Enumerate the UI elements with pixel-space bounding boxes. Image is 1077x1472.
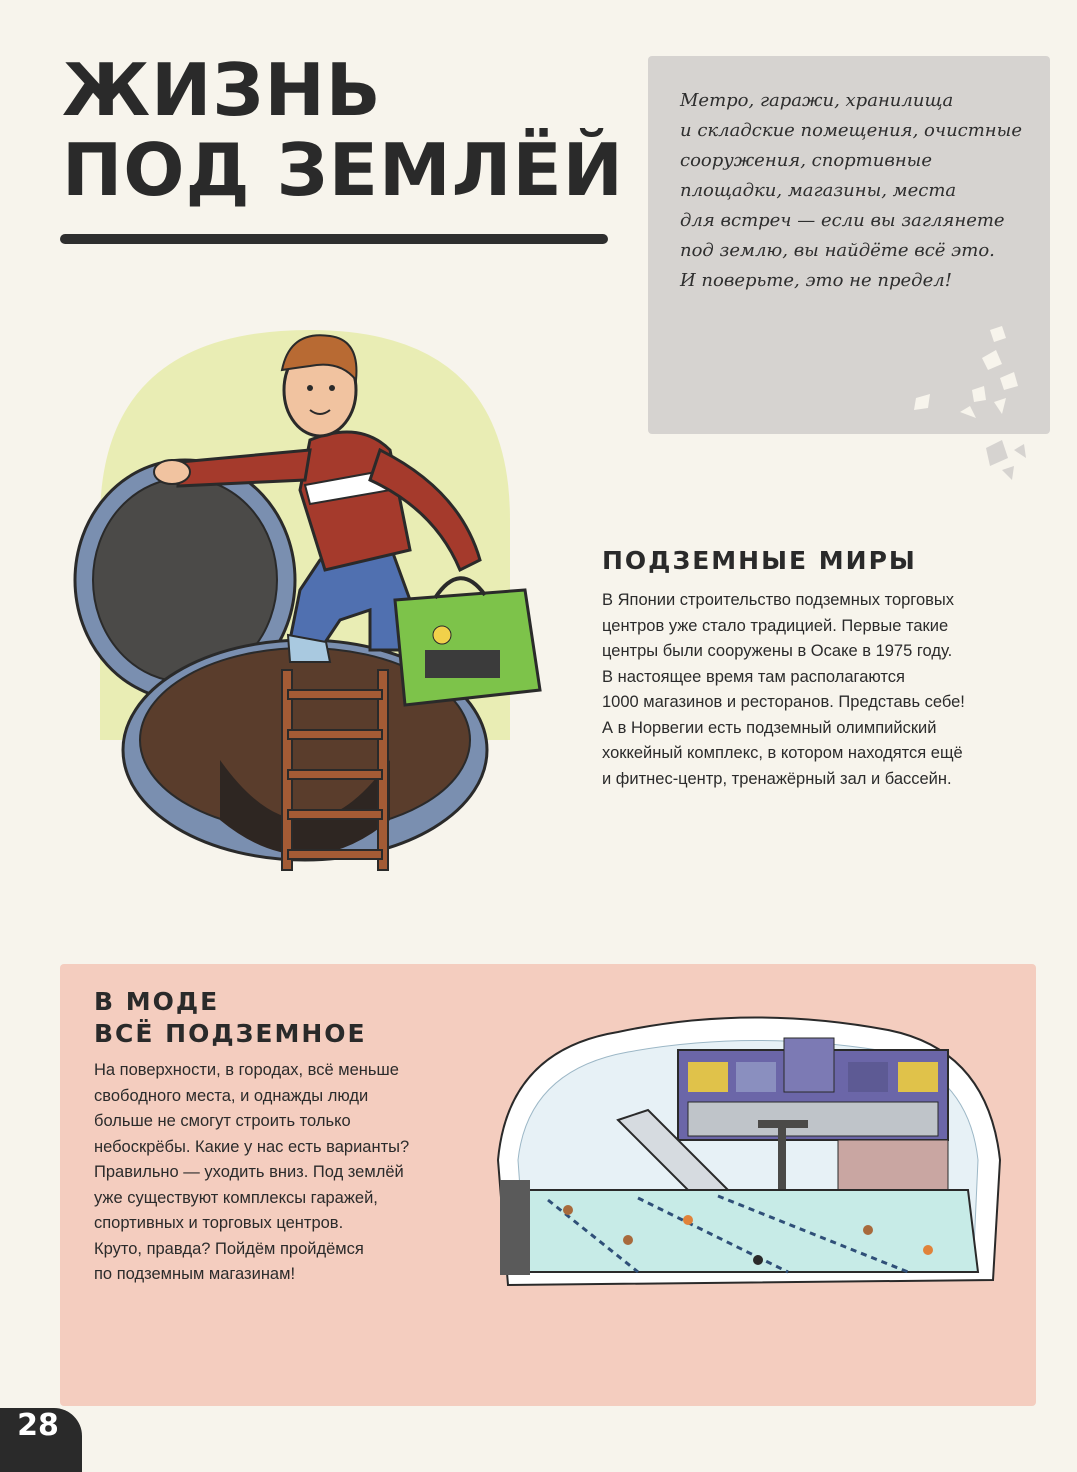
intro-line: и складские помещения, очистные [680, 120, 1022, 141]
underground-worlds-text [602, 588, 1002, 792]
heading-line-1: В МОДЕ [94, 987, 220, 1016]
intro-box-debris [890, 320, 1040, 490]
page-number-label: 28 [17, 1408, 59, 1443]
page-title [62, 50, 624, 210]
intro-line: под землю, вы найдёте всё это. [680, 240, 995, 261]
title-underline [60, 234, 608, 244]
text-line: спортивных и торговых центров. [94, 1214, 344, 1232]
text-line: А в Норвегии есть подземный олимпийский [602, 718, 937, 737]
text-line: На поверхности, в городах, всё меньше [94, 1061, 399, 1079]
page-number [0, 1408, 82, 1472]
text-line: уже существуют комплексы гаражей, [94, 1188, 378, 1207]
intro-line: площадки, магазины, места [680, 180, 957, 201]
text-line: Круто, правда? Пойдём пройдёмся [94, 1239, 364, 1258]
text-line: В настоящее время там располагаются [602, 667, 905, 686]
text-line: и фитнес-центр, тренажёрный зал и бассейн. [602, 769, 952, 788]
intro-line: Метро, гаражи, хранилища [680, 90, 954, 111]
text-line: хоккейный комплекс, в котором находятся ещё [602, 744, 963, 762]
text-line: Правильно — уходить вниз. Под землёй [94, 1163, 404, 1181]
underground-pool-illustration [488, 1010, 1008, 1300]
text-line: 1000 магазинов и ресторанов. Представь себе! [602, 693, 965, 711]
text-line: центры были сооружены в Осаке в 1975 году. [602, 642, 953, 660]
text-line: небоскрёбы. Какие у нас есть варианты? [94, 1137, 410, 1156]
underground-fashion-text [94, 1058, 434, 1288]
text-line: больше не смогут строить только [94, 1112, 351, 1130]
intro-line: И поверьте, это не предел! [680, 270, 952, 291]
heading-line-2: ВСЁ ПОДЗЕМНОЕ [94, 1019, 367, 1048]
text-line: В Японии строительство подземных торговых [602, 591, 955, 609]
text-line: свободного места, и однажды люди [94, 1086, 369, 1105]
boy-manhole-illustration [60, 290, 560, 890]
underground-worlds-heading: ПОДЗЕМНЫЕ МИРЫ [602, 546, 917, 575]
text-line: по подземным магазинам! [94, 1265, 296, 1283]
intro-line: сооружения, спортивные [680, 150, 932, 171]
page-title-line-2: ПОД ЗЕМЛЁЙ [62, 128, 624, 212]
intro-line: для встреч — если вы заглянете [680, 210, 1005, 231]
underground-fashion-heading [94, 986, 367, 1050]
text-line: центров уже стало традицией. Первые такие [602, 616, 949, 635]
page-title-line-1: ЖИЗНЬ [62, 48, 382, 132]
intro-text [680, 86, 1030, 296]
